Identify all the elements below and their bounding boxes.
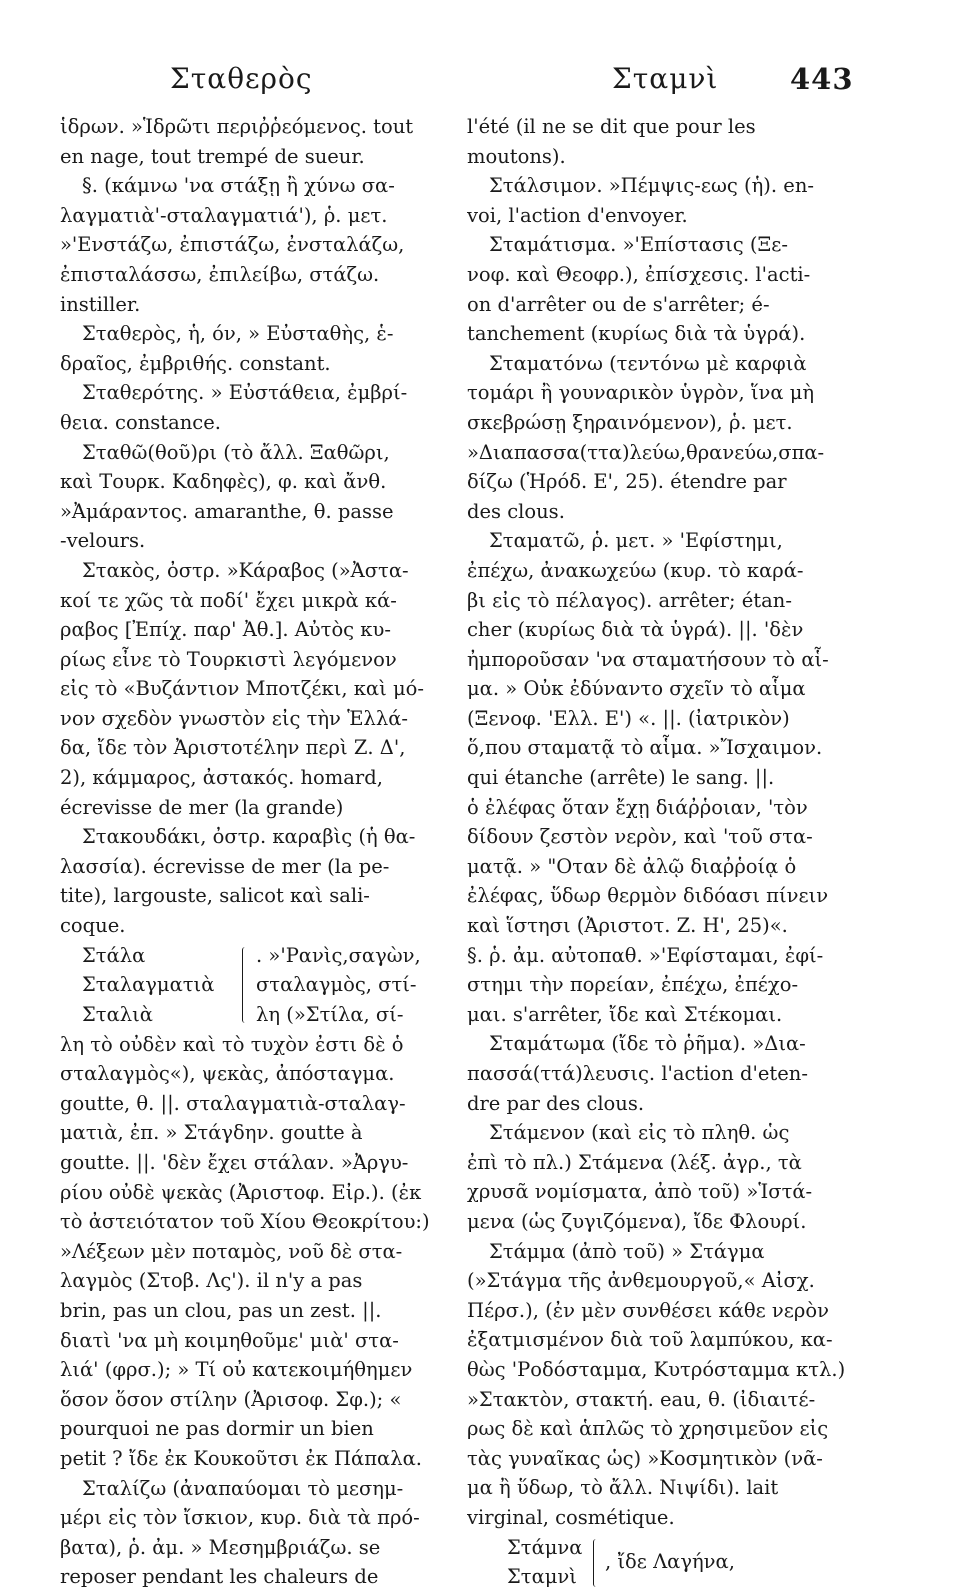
text-line: §. (κάμνω 'να στάξῃ ἢ χύνω σα-: [82, 174, 395, 198]
text-line: Στάμενον (καὶ εἰς τὸ πληθ. ὡς: [489, 1121, 790, 1145]
text-line: des clous.: [467, 499, 565, 523]
text-line: Σταματῶ, ῥ. μετ. » 'Εφίστημι,: [489, 529, 783, 553]
text-line: χρυσᾶ νομίσματα, ἀπὸ τοῦ) »Ἱστά-: [467, 1180, 813, 1204]
text-line: λασσία). écrevisse de mer (la pe-: [60, 854, 390, 878]
text-line: moutons).: [467, 144, 566, 168]
text-line: ἐλέφας, ὕδωρ θερμὸν διδόασι πίνειν: [467, 884, 829, 908]
stamna-head-1: Στάμνα: [507, 1535, 583, 1559]
right-column: [467, 112, 867, 1593]
text-line: brin, pas un clou, pas un zest. ||.: [60, 1298, 382, 1322]
text-line: βι εἰς τὸ πέλαγος). arrêter; étan-: [467, 588, 792, 612]
text-line: διατὶ 'να μὴ κοιμηθοῦμε' μιὰ' στα-: [60, 1328, 399, 1352]
stala-line-1: . »'Ρανὶς,σαγὼν,: [256, 943, 421, 967]
text-line: μα. » Οὐκ ἐδύναντο σχεῖν τὸ αἷμα: [467, 677, 806, 701]
text-line: ὅσον ὅσον στίλην (Ἀρισοφ. Σφ.); «: [60, 1387, 402, 1411]
text-line: ἐπὶ τὸ πλ.) Στάμενα (λέξ. ἀγρ., τὰ: [467, 1150, 802, 1174]
stamna-text: , ἴδε Λαγήνα,: [605, 1549, 735, 1573]
text-line: θὼς 'Ροδόσταμμα, Κυτρόσταμμα κτλ.): [467, 1357, 846, 1381]
text-line: pourquoi ne pas dormir un bien: [60, 1417, 374, 1441]
text-line: μαι. s'arrêter, ἴδε καὶ Στέκομαι.: [467, 1002, 783, 1026]
text-line: »Ἀμάραντος. amaranthe, θ. passe: [60, 499, 394, 523]
text-line: §. ῥ. ἀμ. αὐτοπαθ. »'Εφίσταμαι, ἐφί-: [467, 943, 824, 967]
text-line: ἐπέχω, ἀνακωχεύω (κυρ. τὸ καρά-: [467, 558, 804, 582]
text-line: en nage, tout trempé de sueur.: [60, 144, 365, 168]
right-guide-word: Σταμνὶ: [612, 62, 719, 95]
text-line: Στάμμα (ἀπὸ τοῦ) » Στάγμα: [489, 1239, 765, 1263]
text-line: λαγματιὰ'-σταλαγματιά'), ῥ. μετ.: [60, 203, 388, 227]
stala-head-2: Σταλαγματιὰ: [82, 973, 215, 997]
text-line: μα ἢ ὕδωρ, τὸ ἄλλ. Νιψίδι). lait: [467, 1476, 779, 1500]
right-column-lines: [467, 112, 867, 1533]
text-line: Σταλίζω (ἀναπαύομαι τὸ μεσημ-: [82, 1476, 404, 1500]
stala-line-2: σταλαγμὸς, στί-: [256, 973, 417, 997]
text-line: στημι τὴν πορείαν, ἐπέχω, ἐπέχο-: [467, 973, 799, 997]
text-line: λαγμὸς (Στοβ. Λς'). il n'y a pas: [60, 1269, 363, 1293]
text-line: Σταμάτισμα. »'Επίστασις (Ξε-: [489, 233, 788, 257]
text-line: écrevisse de mer (la grande): [60, 795, 344, 819]
text-line: -velours.: [60, 529, 146, 553]
left-column-lines: [60, 112, 445, 941]
text-line: σκεβρώσῃ ξηραινόμενον), ῥ. μετ.: [467, 410, 793, 434]
text-line: νον σχεδὸν γνωστὸν εἰς τὴν Ἑλλά-: [60, 706, 408, 730]
text-line: Στακουδάκι, ὀστρ. καραβὶς (ἡ θα-: [82, 825, 416, 849]
text-line: 2), κάμμαρος, ἀστακός. homard,: [60, 766, 383, 790]
stamna-head-2: Σταμνὶ: [507, 1565, 577, 1589]
text-line: καὶ Τουρκ. Καδηφὲς), φ. καὶ ἄνθ.: [60, 470, 387, 494]
text-line: δραῖος, ἐμβριθής. constant.: [60, 351, 331, 375]
stamna-brace: [593, 1539, 600, 1587]
text-line: »'Ενστάζω, ἐπιστάζω, ἐνσταλάζω,: [60, 233, 405, 257]
text-line: on d'arrêter ou de s'arrêter; é-: [467, 292, 770, 316]
text-line: δίζω (Ἡρόδ. Ε', 25). étendre par: [467, 470, 787, 494]
text-line: goutte. ||. 'δὲν ἔχει στάλαν. »Ἀργυ-: [60, 1151, 409, 1174]
text-line: qui étanche (arrête) le sang. ||.: [467, 766, 775, 790]
text-line: μενα (ὡς ζυγιζόμενα), ἴδε Φλουρί.: [467, 1209, 807, 1233]
text-line: δα, ἴδε τὸν Ἀριστοτέλην περὶ Ζ. Δ',: [60, 736, 406, 760]
stala-head-3: Σταλιὰ: [82, 1002, 153, 1026]
text-line: ἱδρων. »Ἱδρῶτι περιῤῥεόμενος. tout: [60, 115, 414, 138]
text-line: virginal, cosmétique.: [467, 1505, 675, 1529]
text-line: μέρι εἰς τὸν ἴσκιον, κυρ. διὰ τὰ πρό-: [60, 1506, 420, 1530]
text-line: ραβος [Ἐπίχ. παρ' Ἀθ.]. Αὐτὸς κυ-: [60, 618, 391, 642]
text-line: Σταθερότης. » Εὐστάθεια, ἐμβρί-: [82, 381, 408, 405]
text-line: »Διαπασσα(ττα)λεύω,θρανεύω,σπα-: [467, 440, 825, 464]
text-line: δίδουν ζεστὸν νερὸν, καὶ 'τοῦ στα-: [467, 825, 813, 849]
text-line: ρίως εἶνε τὸ Τουρκιστὶ λεγόμενον: [60, 647, 397, 671]
text-line: Στάλσιμον. »Πέμψις-εως (ἡ). en-: [489, 174, 814, 198]
text-line: νοφ. καὶ Θεοφρ.), ἐπίσχεσις. l'acti-: [467, 262, 811, 286]
page-number: 443: [790, 62, 854, 96]
text-line: κοί τε χῶς τὰ ποδί' ἔχει μικρὰ κά-: [60, 588, 397, 612]
text-line: ἐξατμισμένον διὰ τοῦ λαμπύκου, κα-: [467, 1328, 833, 1352]
text-line: ἐπισταλάσσω, ἐπιλείβω, στάζω.: [60, 262, 380, 286]
text-line: τὰς γυναῖκας ὡς) »Κοσμητικὸν (νᾶ-: [467, 1446, 823, 1470]
text-line: reposer pendant les chaleurs de: [60, 1565, 379, 1589]
text-line: »Λέξεων μὲν ποταμὸς, νοῦ δὲ στα-: [60, 1239, 403, 1263]
text-line: πασσά(ττά)λευσις. l'action d'eten-: [467, 1062, 808, 1085]
text-line: dre par des clous.: [467, 1091, 645, 1115]
text-line: καὶ ἵστησι (Ἀριστοτ. Ζ. Η', 25)«.: [467, 914, 788, 938]
text-line: petit ? ἴδε ἐκ Κουκοῦτσι ἐκ Πάπαλα.: [60, 1446, 422, 1470]
text-line: Σταματόνω (τεντόνω μὲ καρφιὰ: [489, 351, 807, 375]
text-line: ὁ ἐλέφας ὅταν ἔχῃ διάῤῥοιαν, 'τὸν: [467, 795, 808, 819]
text-line: σταλαγμὸς«), ψεκὰς, ἀπόσταγμα.: [60, 1062, 395, 1086]
stala-head-1: Στάλα: [82, 943, 146, 967]
text-line: τομάρι ἢ γουναρικὸν ὑγρὸν, ἵνα μὴ: [467, 381, 815, 405]
text-line: Σταθερὸς, ἡ, όν, » Εὐσταθὴς, ἑ-: [82, 322, 394, 346]
text-line: instiller.: [60, 292, 141, 316]
text-line: λη τὸ οὐδὲν καὶ τὸ τυχὸν ἐστι δὲ ὁ: [60, 1032, 404, 1056]
stala-group: [60, 941, 445, 1030]
text-line: ματᾷ. » "Οταν δὲ ἀλῷ διαῤῥοίᾳ ὁ: [467, 854, 797, 878]
text-line: τὸ ἀστειότατον τοῦ Χίου Θεοκρίτου:): [60, 1210, 430, 1234]
text-line: tite), largouste, salicot καὶ sali-: [60, 884, 370, 908]
left-column-tail-lines: [60, 1030, 445, 1592]
text-line: λιά' (φρσ.); » Τί οὐ κατεκοιμήθημεν: [60, 1358, 413, 1382]
text-line: cher (κυρίως διὰ τὰ ὑγρά). ||. 'δὲν: [467, 618, 804, 642]
text-line: (»Στάγμα τῆς ἀνθεμουργοῦ,« Αἰσχ.: [467, 1269, 815, 1293]
text-line: ρως δὲ καὶ ἁπλῶς τὸ χρησιμεῦον εἰς: [467, 1417, 829, 1441]
text-line: Στακὸς, ὀστρ. »Κάραβος (»Ἀστα-: [82, 558, 409, 582]
left-column: [60, 112, 445, 1592]
text-line: (Ξενοφ. 'Ελλ. Ε') «. ||. (ἰατρικὸν): [467, 706, 790, 730]
stala-brace: [242, 947, 249, 1023]
text-line: goutte, θ. ||. σταλαγματιὰ-σταλαγ-: [60, 1091, 406, 1115]
text-line: ματιὰ, ἐπ. » Στάγδην. goutte à: [60, 1121, 363, 1145]
text-line: Σταθῶ(θοῦ)ρι (τὸ ἄλλ. Ξαθῶρι,: [82, 440, 390, 464]
text-line: Σταμάτωμα (ἴδε τὸ ῥῆμα). »Δια-: [489, 1032, 806, 1056]
text-line: εἰς τὸ «Βυζάντιον Μποτζέκι, καὶ μό-: [60, 677, 424, 701]
left-guide-word: Σταθερὸς: [170, 62, 313, 95]
text-line: tanchement (κυρίως διὰ τὰ ὑγρά).: [467, 322, 806, 346]
stala-line-3: λη (»Στίλα, σί-: [256, 1002, 404, 1026]
text-line: θεια. constance.: [60, 410, 221, 434]
text-line: voi, l'action d'envoyer.: [467, 203, 688, 227]
stamna-group: [467, 1533, 867, 1593]
text-line: Πέρσ.), (ἐν μὲν συνθέσει κάθε νερὸν: [467, 1298, 829, 1322]
text-line: coque.: [60, 914, 126, 938]
text-line: l'été (il ne se dit que pour les: [467, 115, 756, 138]
text-line: ἠμποροῦσαν 'να σταματήσουν τὸ αἷ-: [467, 647, 829, 671]
text-line: ὅ,που σταματᾷ τὸ αἷμα. »Ἴσχαιμον.: [467, 736, 823, 760]
text-line: ρίου οὐδὲ ψεκὰς (Ἀριστοφ. Εἰρ.). (ἐκ: [60, 1180, 422, 1204]
text-line: »Στακτὸν, στακτή. eau, θ. (ἰδιαιτέ-: [467, 1387, 816, 1411]
text-line: βατα), ῥ. ἀμ. » Μεσημβριάζω. se: [60, 1535, 381, 1559]
